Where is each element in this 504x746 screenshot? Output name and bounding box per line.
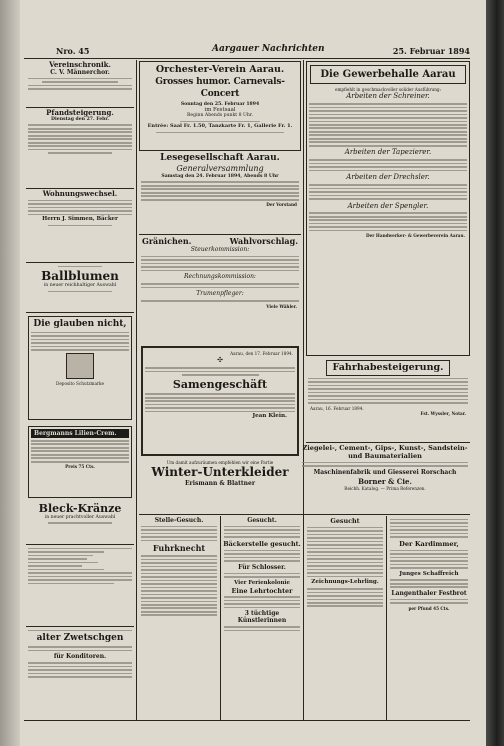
ad-column-stelle: Stelle-Gesuch. Fuhrknecht <box>139 517 219 717</box>
ad-wohnungswechsel: Wohnungswechsel. Herrn J. Simmen, Bäcker <box>26 190 134 260</box>
column-rule-1 <box>136 60 137 720</box>
ad-wahlvorschlag: Gränichen. Wahlvorschlag. Steuerkommission: Rechnungskommission: Trumenpfleger: Viele Wähler. <box>142 236 298 309</box>
issue-date: 25. Februar 1894 <box>392 46 470 56</box>
ad-pfandsteigerung: Pfandsteigerung. Dienstag den 27. Febr. <box>26 109 134 187</box>
ad-samengeschaeft: Aarau, den 17. Februar 1894. ✣ Samengeschäft Jean Klein. <box>141 346 299 456</box>
ad-gewerbehalle: Die Gewerbehalle Aarau empfiehlt in geschmackvoller solider Ausführung: Arbeiten der Schreiner. Arbeiten der Tapezierer. Arbeiten der Drechsler. Arbeiten der Spengler. Der Handwerker- & Gewerbeverein Aarau. <box>306 61 470 356</box>
ad-ziegelei: Ziegelei-, Cement-, Gips-, Kunst-, Sandstein- und Baumaterialien Maschinenfabrik und Giesserei Rorschach Borner & Cie. Reichh. Katalog. — Prima Referenzen. <box>302 444 468 491</box>
ad-bleck-kraenze: Bleck-Kränze in neuer prachtvoller Auswahl <box>26 502 134 542</box>
ad-column-gesucht: Gesucht Zeichnungs-Lehrling. <box>305 517 385 717</box>
ad-column-baecker: Gesucht. Bäckerstelle gesucht. Für Schlosser. Vier Ferienkolonie Eine Lehrtochter 3 tüchtige Künstlerinnen <box>222 517 302 717</box>
ad-sie-glauben-nicht: Die glauben nicht, Deposito Schutzmarke <box>28 316 132 420</box>
ad-fahrhabesteigerung: Fahrhabesteigerung. Aarau, 16. Februar 1894. Fst. Wyssler, Notar. <box>310 362 466 416</box>
trademark-image <box>66 353 94 379</box>
ad-winter-unterkleider: Um damit aufzuräumen empfehlen wir eine Partie Winter-Unterkleider Erismann & Blattner <box>151 460 289 488</box>
ad-lesegesellschaft: Lesegesellschaft Aarau. Generalversammlung Samstag den 24. Februar 1894, Abends 8 Uhr Der Vorstand <box>139 153 301 233</box>
masthead-rule <box>24 58 470 59</box>
ad-orchester-verein: Orchester-Verein Aarau. Grosses humor. Carnevals-Concert Sonntag den 25. Februar 1894 im Festsaal Beginn Abends punkt 8 Uhr. Entrée: Saal Fr. 1.50, Tanzkarte Fr. 1, Gallerie Fr. 1. <box>139 61 301 151</box>
ad-ballblumen: Ballblumen in neuer reichhaltiger Auswahl <box>26 264 134 310</box>
ad-vereinschronik: Vereinschronik. C. V. Männerchor. <box>26 61 134 107</box>
ad-spirituosen-list <box>26 546 134 626</box>
ad-lilien-crem: Bergmanns Lilien-Crem. Preis 75 Cts. <box>28 426 132 498</box>
ad-column-kardimmer: Der Kardimmer, Junges Schaffreich Langenthaler Festbrot per Pfund 45 Cts. <box>388 517 470 717</box>
page-edge-shadow <box>486 0 504 746</box>
column-rule-2 <box>303 60 304 720</box>
masthead <box>24 44 470 58</box>
binding-gutter <box>0 0 20 746</box>
newspaper-title: Aargauer Nachrichten <box>212 44 325 54</box>
page-number: Nro. 45 <box>56 46 90 56</box>
ad-zwetschgen: alter Zwetschgen für Konditoren. <box>26 628 134 716</box>
